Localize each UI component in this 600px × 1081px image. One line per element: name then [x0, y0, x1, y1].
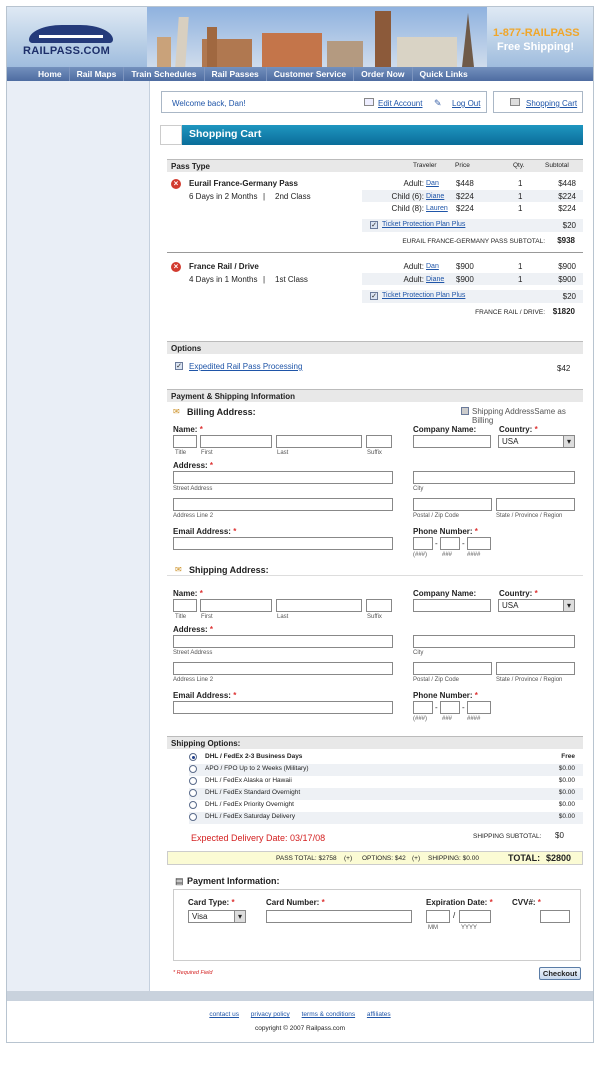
pass2-subtotal: $1820 [552, 307, 575, 316]
billing-city-input[interactable] [413, 471, 575, 484]
shipping-radio[interactable] [189, 813, 197, 821]
qty: 1 [518, 179, 523, 188]
nav-rail-maps[interactable]: Rail Maps [70, 67, 125, 81]
traveler-name-link[interactable]: Lauren [426, 205, 448, 212]
price: $448 [456, 179, 474, 188]
remove-item-icon[interactable]: × [171, 262, 181, 272]
card-type-select[interactable]: Visa ▾ [188, 910, 246, 923]
exp-year-input[interactable] [459, 910, 491, 923]
pass1-name: Eurail France-Germany Pass [189, 179, 298, 188]
title-hint: Title [175, 614, 187, 620]
pass2-subtotal-label: FRANCE RAIL / DRIVE: [475, 309, 545, 316]
envelope-icon: ✉ [175, 565, 182, 574]
shipping-radio[interactable] [189, 765, 197, 773]
phone-label: Phone Number: * [413, 527, 478, 536]
city-hint: City [413, 650, 424, 656]
company-label: Company Name: [413, 589, 477, 598]
cvv-input[interactable] [540, 910, 570, 923]
table-row [362, 260, 583, 273]
left-sidebar [7, 81, 150, 991]
shipping-option-row[interactable]: DHL / FedEx Alaska or Hawaii $0.00 [189, 776, 583, 788]
protection-checkbox[interactable]: ✓ [371, 222, 377, 229]
state-hint: State / Province / Region [496, 677, 563, 683]
total-label: TOTAL: [508, 853, 541, 863]
street-hint: Street Address [173, 650, 213, 656]
billing-phone-line[interactable] [467, 537, 491, 550]
payment-box [173, 889, 581, 961]
card-number-input[interactable] [266, 910, 412, 923]
pass1-separator: | [263, 192, 266, 201]
expedited-price: $42 [557, 364, 571, 373]
nav-order-now[interactable]: Order Now [354, 67, 412, 81]
name-label: Name: * [173, 425, 203, 434]
qty: 1 [518, 192, 523, 201]
subtotal-header: Subtotal [545, 162, 569, 169]
traveler-header: Traveler [413, 162, 437, 169]
nav-customer-service[interactable]: Customer Service [267, 67, 354, 81]
subtotal: $224 [558, 204, 576, 213]
edit-account-link[interactable]: Edit Account [378, 99, 423, 108]
billing-state-input[interactable] [496, 498, 575, 511]
payship-header: Payment & Shipping Information [167, 389, 583, 402]
pass-total: PASS TOTAL: $2758 [276, 855, 337, 862]
shipping-radio[interactable] [189, 777, 197, 785]
name-label: Name: * [173, 589, 203, 598]
protection-row [362, 219, 583, 232]
shipping-subtotal: $0 [555, 831, 564, 840]
shipping-email-input[interactable] [173, 701, 393, 714]
main-content: Welcome back, Dan! Edit Account ✎ Log Out Shopping Cart Shopping Cart Pass Type Traveler Price Qty. Subtotal × Eurail France-Germany Pass 6 Days in 2 Months | 2nd Class Adult: Dan $448 1 $448 Child (6): Diane $224 1 $224 Child (8): Lauren $224 1 $224 ✓ Ticket Protection Plan Plus $20 EURAIL FRANCE-GERMANY PASS SUBTOTAL: $938 × France Rail / Drive 4 Days in 1 Months | 1st Class Adult: Dan $900 1 $900 Adult: Diane $900 1 $900 ✓ Ticket Protection Plan Plus $20 FRANCE RAIL / DRIVE: $1820 Options ✓ Expedited Rail Pass Processing $42 Payment & Shipping Information Shipping AddressSame as Billing ✉ Billing Address: Name: * Title First Last Suffix Company Name: Country: * USA ▾ Address: * Street Address City Address Line 2 Postal / Zip Code State / Province / Region Email Address: * Phone Number: * - - (###) ### #### ✉ Shipping Address: Name: * Title First Last Suffix Company Name: Country: * USA ▾ Address: * Street Address City Address Line 2 Postal / Zip Code State / Province / Region Email Address: * Phone Number: * - - (###) ### #### Shipping Options: DHL / FedEx 2-3 Business Days Free APO / FPO Up to 2 Weeks (Military) $0.00 DHL / FedEx Alaska or Hawaii $0.00 DHL / FedEx Standard Overnight $0.00 DHL / FedEx Priority Overnight $0.00 DHL / FedEx Saturday Delivery $0.00 Expected Delivery Date: 03/17/08 SHIPPING SUBTOTAL: $0 PASS TOTAL: $2758 (+) OPTIONS: $42 (+) SHIPPING: $0.00 TOTAL: $2800 ▤ Payment Information: Card Type: * Visa ▾ Card Number: * Expiration Date: * / MM YYYY CVV#: * * Required Field Checkout [157, 7, 587, 1007]
required-note: * Required Field [173, 970, 213, 976]
billing-email-input[interactable] [173, 537, 393, 550]
card-icon: ▤ [175, 876, 184, 886]
subtotal: $448 [558, 179, 576, 188]
shipping-company-input[interactable] [413, 599, 491, 612]
pass2-class: 1st Class [275, 275, 308, 284]
traveler-name-link[interactable]: Dan [426, 263, 439, 270]
pass1-subtotal-label: EURAIL FRANCE-GERMANY PASS SUBTOTAL: [402, 238, 545, 245]
subtotal: $900 [558, 262, 576, 271]
shipping-option-row[interactable]: APO / FPO Up to 2 Weeks (Military) $0.00 [189, 764, 583, 776]
phone-hint: ### [442, 716, 453, 722]
card-type-label: Card Type: * [188, 898, 235, 907]
exp-slash: / [453, 911, 456, 920]
protection-price: $20 [562, 221, 576, 230]
country-label: Country: * [499, 425, 538, 434]
free-shipping-text: Free Shipping! [497, 41, 574, 53]
plus-sign: (+) [412, 855, 421, 862]
railpass-logo[interactable] [23, 23, 123, 59]
nav-rail-passes[interactable]: Rail Passes [205, 67, 267, 81]
street-hint: Street Address [173, 486, 213, 492]
shipping-options-header: Shipping Options: [167, 736, 583, 749]
billing-phone-prefix[interactable] [440, 537, 460, 550]
shipping-address-title: Shipping Address: [189, 565, 269, 575]
table-row [362, 177, 583, 190]
protection-row [362, 290, 583, 303]
cart-icon [510, 98, 520, 106]
table-row [362, 202, 583, 214]
footer-bar [7, 991, 593, 1001]
remove-item-icon[interactable]: × [171, 179, 181, 189]
welcome-text: Welcome back, Dan! [172, 99, 246, 108]
line2-hint: Address Line 2 [173, 677, 214, 683]
footer-contact-link[interactable]: contact us [209, 1011, 239, 1018]
phone-label: Phone Number: * [413, 691, 478, 700]
yyyy-hint: YYYY [461, 925, 478, 931]
last-hint: Last [277, 614, 289, 620]
traveler-name-link[interactable]: Diane [426, 276, 445, 283]
protection-checkbox[interactable]: ✓ [371, 293, 377, 300]
state-hint: State / Province / Region [496, 513, 563, 519]
exp-month-input[interactable] [426, 910, 450, 923]
mm-hint: MM [428, 925, 438, 931]
billing-first-input[interactable] [200, 435, 272, 448]
nav-quick-links[interactable]: Quick Links [419, 69, 468, 79]
shipping-phone-area[interactable] [413, 701, 433, 714]
shopping-cart-link[interactable]: Shopping Cart [526, 99, 578, 108]
grand-total: $2800 [546, 853, 572, 863]
expected-delivery: Expected Delivery Date: 03/17/08 [191, 833, 326, 843]
same-as-billing-label: Shipping AddressSame as Billing [472, 407, 566, 425]
shipping-option-row[interactable]: DHL / FedEx Saturday Delivery $0.00 [189, 812, 583, 824]
traveler-label: Child (6): [391, 192, 424, 201]
postal-hint: Postal / Zip Code [413, 677, 460, 683]
first-hint: First [201, 450, 213, 456]
protection-link[interactable]: Ticket Protection Plan Plus [382, 221, 466, 228]
billing-phone-area[interactable] [413, 537, 433, 550]
shipping-option-row[interactable]: DHL / FedEx Priority Overnight $0.00 [189, 800, 583, 812]
price: $224 [456, 204, 474, 213]
expedited-link[interactable]: Expedited Rail Pass Processing [189, 362, 303, 371]
address-label: Address: * [173, 625, 214, 634]
page-title: Shopping Cart [189, 128, 262, 140]
shipping-first-input[interactable] [200, 599, 272, 612]
pass2-days: 4 Days in 1 Months [189, 275, 258, 284]
nav-train-schedules[interactable]: Train Schedules [124, 67, 204, 81]
pass1-days: 6 Days in 2 Months [189, 192, 258, 201]
billing-suffix-input[interactable] [366, 435, 392, 448]
phone-hint: ### [442, 552, 453, 558]
phone-hint: #### [467, 716, 481, 722]
expiration-label: Expiration Date: * [426, 898, 493, 907]
shipping-country-select[interactable]: USA ▾ [498, 599, 575, 612]
footer-privacy-link[interactable]: privacy policy [250, 1011, 290, 1018]
shipping-last-input[interactable] [276, 599, 362, 612]
price: $224 [456, 192, 474, 201]
shipping-phone-line[interactable] [467, 701, 491, 714]
company-label: Company Name: [413, 425, 477, 434]
envelope-icon: ✉ [173, 407, 180, 416]
suffix-hint: Suffix [367, 450, 382, 456]
page-frame [6, 6, 594, 1043]
phone-number[interactable]: 1-877-RAILPASS [493, 27, 580, 39]
welcome-box [161, 91, 487, 113]
copyright: copyright © 2007 Railpass.com [254, 1025, 346, 1032]
pass1-class: 2nd Class [275, 192, 311, 201]
shipping-street-input[interactable] [173, 635, 393, 648]
table-row [362, 190, 583, 202]
payment-title: Payment Information: [187, 876, 280, 886]
nav-home[interactable]: Home [31, 67, 70, 81]
pass2-name: France Rail / Drive [189, 262, 259, 271]
first-hint: First [201, 614, 213, 620]
subtotal: $900 [558, 275, 576, 284]
shopping-cart-title-bar [161, 125, 583, 145]
cart-icon [160, 125, 182, 145]
shipping-total: SHIPPING: $0.00 [428, 855, 479, 862]
qty-header: Qty. [513, 162, 525, 169]
logo-text: RAILPASS.COM [23, 45, 111, 57]
card-number-label: Card Number: * [266, 898, 325, 907]
shipping-option-row[interactable]: DHL / FedEx 2-3 Business Days Free [189, 752, 583, 764]
shipping-suffix-input[interactable] [366, 599, 392, 612]
id-card-icon [364, 98, 374, 106]
train-logo-icon [29, 25, 113, 43]
footer-affiliates-link[interactable]: affiliates [366, 1011, 391, 1018]
country-label: Country: * [499, 589, 538, 598]
shipping-postal-input[interactable] [413, 662, 492, 675]
billing-title-input[interactable] [173, 435, 197, 448]
options-total: OPTIONS: $42 [362, 855, 406, 862]
address-label: Address: * [173, 461, 214, 470]
shipping-radio[interactable] [189, 801, 197, 809]
protection-link[interactable]: Ticket Protection Plan Plus [382, 292, 466, 299]
title-hint: Title [175, 450, 187, 456]
shipping-title-input[interactable] [173, 599, 197, 612]
price-header: Price [455, 162, 470, 169]
shipping-city-input[interactable] [413, 635, 575, 648]
shipping-radio[interactable] [189, 753, 197, 761]
pass-table-header [167, 159, 583, 172]
options-header: Options [167, 341, 583, 354]
email-label: Email Address: * [173, 691, 237, 700]
plus-sign: (+) [344, 855, 353, 862]
shipping-line2-input[interactable] [173, 662, 393, 675]
traveler-label: Adult: [403, 262, 424, 271]
city-hint: City [413, 486, 424, 492]
billing-postal-input[interactable] [413, 498, 492, 511]
log-out-link[interactable]: Log Out [452, 99, 481, 108]
suffix-hint: Suffix [367, 614, 382, 620]
traveler-label: Adult: [403, 275, 424, 284]
shipping-subtotal-label: SHIPPING SUBTOTAL: [473, 833, 542, 840]
price: $900 [456, 262, 474, 271]
traveler-label: Adult: [403, 179, 424, 188]
same-as-billing-checkbox[interactable] [461, 407, 469, 415]
postal-hint: Postal / Zip Code [413, 513, 460, 519]
divider [167, 252, 583, 253]
price: $900 [456, 275, 474, 284]
checkout-button[interactable]: Checkout [539, 967, 581, 980]
qty: 1 [518, 262, 523, 271]
expedited-checkbox[interactable]: ✓ [176, 363, 182, 370]
subtotal: $224 [558, 192, 576, 201]
qty: 1 [518, 204, 523, 213]
pass2-separator: | [263, 275, 266, 284]
cvv-label: CVV#: * [512, 898, 541, 907]
pass-type-header: Pass Type [171, 162, 210, 171]
last-hint: Last [277, 450, 289, 456]
shipping-radio[interactable] [189, 789, 197, 797]
shipping-phone-prefix[interactable] [440, 701, 460, 714]
footer-links [7, 1011, 593, 1018]
billing-line2-input[interactable] [173, 498, 393, 511]
shopping-cart-box [493, 91, 583, 113]
traveler-name-link[interactable]: Diane [426, 193, 445, 200]
shipping-option-row[interactable]: DHL / FedEx Standard Overnight $0.00 [189, 788, 583, 800]
billing-company-input[interactable] [413, 435, 491, 448]
billing-title: Billing Address: [187, 407, 256, 417]
traveler-label: Child (8): [391, 204, 424, 213]
traveler-name-link[interactable]: Dan [426, 180, 439, 187]
line2-hint: Address Line 2 [173, 513, 214, 519]
phone-hint: (###) [413, 716, 428, 722]
email-label: Email Address: * [173, 527, 237, 536]
protection-price: $20 [562, 292, 576, 301]
table-row [362, 273, 583, 285]
billing-country-select[interactable]: USA ▾ [498, 435, 575, 448]
key-icon: ✎ [434, 98, 442, 108]
phone-hint: (###) [413, 552, 428, 558]
shipping-state-input[interactable] [496, 662, 575, 675]
pass1-subtotal: $938 [557, 236, 575, 245]
billing-last-input[interactable] [276, 435, 362, 448]
billing-street-input[interactable] [173, 471, 393, 484]
footer-terms-link[interactable]: terms & conditions [301, 1011, 356, 1018]
total-bar [167, 851, 583, 865]
qty: 1 [518, 275, 523, 284]
phone-hint: #### [467, 552, 481, 558]
